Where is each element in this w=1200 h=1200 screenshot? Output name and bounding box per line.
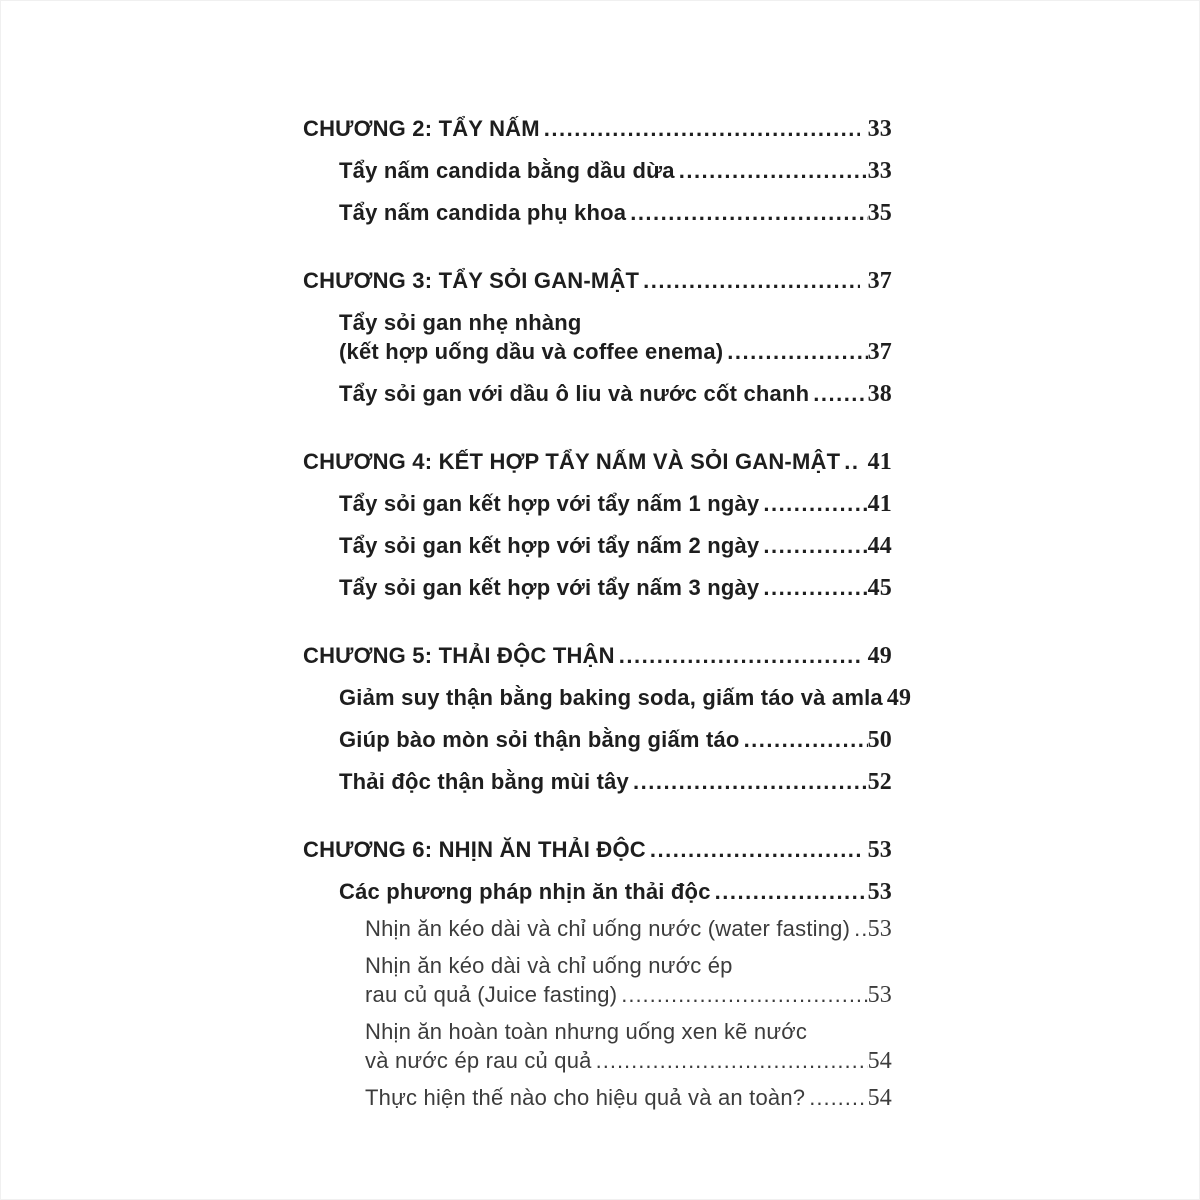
toc-entry-row [303,1018,892,1046]
page-number: 45 [867,575,892,601]
chapter-title: CHƯƠNG 2: TẨY NẤM [303,116,540,141]
toc-entry-row [303,309,892,337]
toc-entry-row [303,684,912,712]
toc-entry-row [303,380,892,408]
entry-title: Giúp bào mòn sỏi thận bằng giấm táo [339,727,740,752]
entry-title: Nhịn ăn hoàn toàn nhưng uống xen kẽ nước [365,1019,808,1044]
dot-leader [727,338,867,366]
toc-chapter-row [303,267,892,295]
dot-leader [715,878,868,906]
chapter-title: CHƯƠNG 3: TẨY SỎI GAN-MẬT [303,268,640,293]
toc-entry-row [303,574,892,602]
toc-entry-row [303,338,892,366]
page-number: 53 [867,837,892,863]
entry-title: Tẩy sỏi gan kết hợp với tẩy nấm 2 ngày [339,533,760,558]
page-number: 52 [867,769,892,795]
toc-chapter-row [303,836,892,864]
entry-title: Tẩy sỏi gan nhẹ nhàng [339,310,582,335]
page-number: 44 [867,533,892,559]
toc-entry-row [303,878,892,906]
page-number: 50 [867,727,892,753]
chapter-title: CHƯƠNG 6: NHỊN ĂN THẢI ĐỘC [303,837,646,862]
entry-title: Nhịn ăn kéo dài và chỉ uống nước ép [365,953,733,978]
page-number: 37 [867,339,892,365]
page-number: 53 [867,982,892,1008]
toc-entry-row [303,199,892,227]
page-number: 53 [867,916,892,942]
dot-leader [630,199,867,227]
toc-entry-row [303,490,892,518]
dot-leader [763,574,867,602]
entry-title: Tẩy sỏi gan kết hợp với tẩy nấm 1 ngày [339,491,760,516]
toc-entry-row [303,726,892,754]
dot-leader [744,726,868,754]
dot-leader [596,1047,868,1075]
toc-entry-row [303,915,892,943]
entry-title: Nhịn ăn kéo dài và chỉ uống nước (water fasting) [365,916,851,941]
entry-title: Thực hiện thế nào cho hiệu quả và an toàn? [365,1085,806,1110]
page-number: 49 [886,685,912,711]
dot-leader [763,490,867,518]
page-number: 54 [867,1085,892,1111]
entry-title: rau củ quả (Juice fasting) [365,982,618,1007]
page-number: 53 [867,879,892,905]
dot-leader [844,448,859,476]
page-number: 38 [867,381,892,407]
dot-leader [621,981,867,1009]
dot-leader [763,532,867,560]
chapter-title: CHƯƠNG 5: THẢI ĐỘC THẬN [303,643,615,668]
dot-leader [813,380,867,408]
page-number: 41 [867,491,892,517]
page-number: 33 [867,158,892,184]
entry-title: Tẩy sỏi gan với dầu ô liu và nước cốt chanh [339,381,810,406]
toc-chapter-row [303,115,892,143]
page-number: 41 [867,449,892,475]
toc-entry-row [303,1047,892,1075]
toc-entry-row [303,981,892,1009]
dot-leader [679,157,868,185]
entry-title: và nước ép rau củ quả [365,1048,592,1073]
dot-leader [544,115,860,143]
dot-leader [633,768,868,796]
entry-title: Giảm suy thận bằng baking soda, giấm táo và amla [339,685,883,710]
toc-entry-row [303,532,892,560]
entry-title: Tẩy sỏi gan kết hợp với tẩy nấm 3 ngày [339,575,760,600]
toc-chapter-row [303,448,892,476]
toc-entry-row [303,768,892,796]
toc-entry-row [303,157,892,185]
dot-leader [854,915,867,943]
page-number: 33 [867,116,892,142]
page-number: 49 [867,643,892,669]
page-number: 54 [867,1048,892,1074]
table-of-contents [303,101,912,1112]
entry-title: Tẩy nấm candida phụ khoa [339,200,627,225]
page-number: 35 [867,200,892,226]
dot-leader [619,642,860,670]
entry-title: Các phương pháp nhịn ăn thải độc [339,879,711,904]
dot-leader [650,836,860,864]
entry-title: (kết hợp uống dầu và coffee enema) [339,339,724,364]
dot-leader [643,267,859,295]
entry-title: Tẩy nấm candida bằng dầu dừa [339,158,675,183]
toc-entry-row [303,1084,892,1112]
toc-entry-row [303,952,892,980]
page-number: 37 [867,268,892,294]
chapter-title: CHƯƠNG 4: KẾT HỢP TẨY NẤM VÀ SỎI GAN-MẬT [303,449,841,474]
toc-chapter-row [303,642,892,670]
entry-title: Thải độc thận bằng mùi tây [339,769,629,794]
dot-leader [809,1084,867,1112]
